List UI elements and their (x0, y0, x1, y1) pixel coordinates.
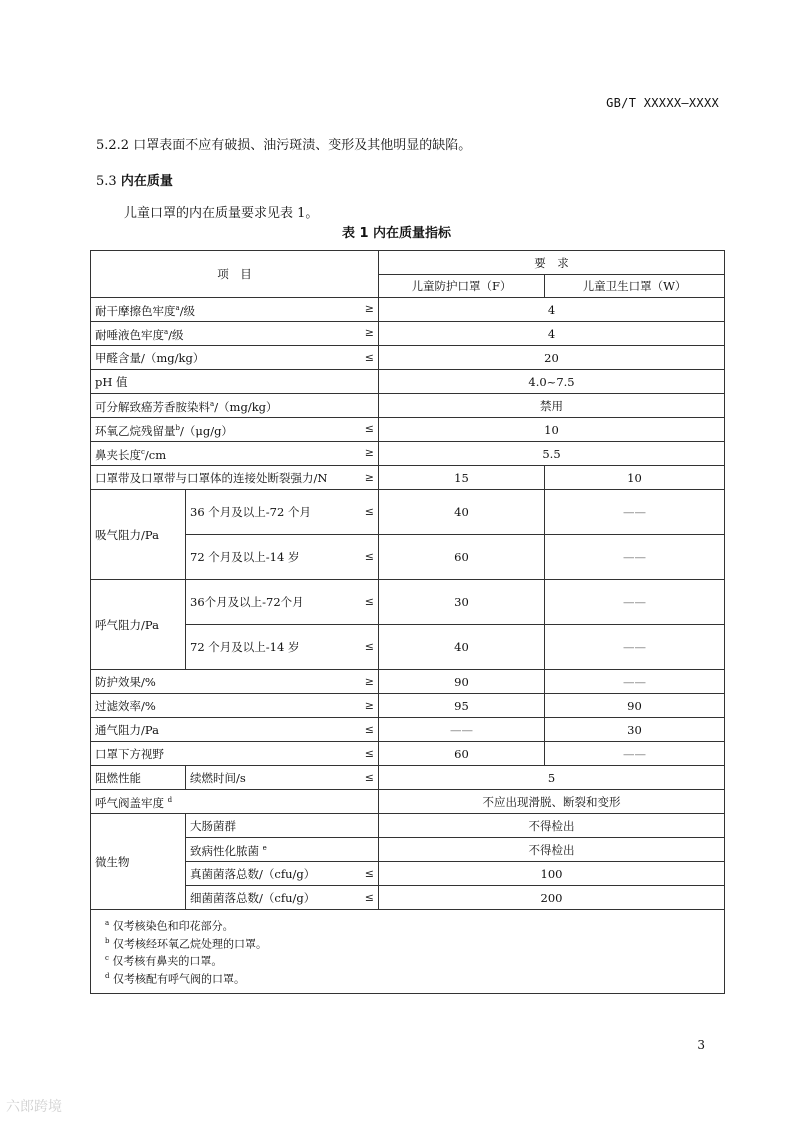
row-label: 微生物 (91, 814, 186, 910)
row-value-f: 40 (379, 490, 545, 535)
row-value-f: 30 (379, 580, 545, 625)
watermark: 六郎跨境 (6, 1099, 62, 1115)
quality-table (90, 250, 725, 994)
ge-symbol: ≥ (364, 674, 374, 688)
dash: —— (545, 490, 725, 535)
clause-text: 口罩表面不应有破损、油污斑渍、变形及其他明显的缺陷。 (133, 138, 472, 153)
dash: —— (545, 742, 725, 766)
section-5-3-heading (96, 170, 173, 189)
header-requirement: 要 求 (379, 251, 725, 275)
clause-5-2-2 (96, 134, 471, 153)
row-label: 吸气阻力/Pa (91, 490, 186, 580)
row-label: 耐干摩擦色牢度$^a$/级 (95, 303, 196, 318)
sub-label: 36个月及以上-72个月 (190, 595, 304, 609)
row-value-f: 40 (379, 625, 545, 670)
row-label: 甲醛含量/（mg/kg） (95, 350, 205, 365)
row-label: 通气阻力/Pa (95, 722, 159, 737)
row-value: 4 (379, 298, 725, 322)
section-title: 内在质量 (120, 174, 173, 189)
footnote: $^b$ 仅考核经环氧乙烷处理的口罩。 (105, 936, 267, 951)
le-symbol: ≤ (364, 890, 374, 904)
table-row (91, 670, 725, 694)
footnote: $^c$ 仅考核有鼻夹的口罩。 (105, 954, 223, 968)
table-row (91, 886, 725, 910)
row-value: 4.0~7.5 (379, 370, 725, 394)
row-value-f: 60 (379, 535, 545, 580)
sub-label: 细菌菌落总数/（cfu/g） (190, 890, 316, 905)
sub-label: 72 个月及以上-14 岁 (190, 640, 300, 654)
header-col-f: 儿童防护口罩（F） (379, 275, 545, 298)
dash: —— (545, 535, 725, 580)
table-footnotes (91, 910, 725, 994)
section-number: 5.3 (96, 174, 117, 189)
row-label: 鼻夹长度$^c$/cm (95, 447, 167, 462)
table-row (91, 466, 725, 490)
row-label: 口罩带及口罩带与口罩体的连接处断裂强力/N (95, 470, 328, 485)
sub-label: 大肠菌群 (186, 814, 379, 838)
row-value-f: 95 (379, 694, 545, 718)
intro-paragraph: 儿童口罩的内在质量要求见表 1。 (124, 206, 319, 221)
dash: —— (545, 625, 725, 670)
row-label: pH 值 (91, 370, 379, 394)
le-symbol: ≤ (364, 422, 374, 436)
ge-symbol: ≥ (364, 698, 374, 712)
dash: —— (545, 670, 725, 694)
le-symbol: ≤ (364, 770, 374, 784)
ge-symbol: ≥ (364, 446, 374, 460)
row-value: 10 (379, 418, 725, 442)
row-label: 呼气阻力/Pa (91, 580, 186, 670)
row-value-f: 15 (379, 466, 545, 490)
page-number: 3 (697, 1038, 705, 1052)
table-row (91, 742, 725, 766)
table-row (91, 790, 725, 814)
table-row (91, 814, 725, 838)
sub-label: 真菌菌落总数/（cfu/g） (190, 866, 316, 881)
row-value: 4 (379, 322, 725, 346)
table-row (91, 442, 725, 466)
table-caption: 表 1 内在质量指标 (341, 226, 452, 241)
clause-number: 5.2.2 (96, 138, 130, 153)
row-label: 环氧乙烷残留量$^b$/（μg/g） (95, 423, 233, 438)
row-value: 5 (379, 766, 725, 790)
row-value-w: 10 (545, 466, 725, 490)
table-row (91, 394, 725, 418)
sub-label: 续燃时间/s (190, 770, 246, 785)
table-row (91, 718, 725, 742)
row-value-w: 90 (545, 694, 725, 718)
sub-label: 72 个月及以上-14 岁 (190, 550, 300, 564)
header-col-w: 儿童卫生口罩（W） (545, 275, 725, 298)
row-value: 禁用 (379, 394, 725, 418)
row-label: 耐唾液色牢度$^a$/级 (95, 327, 184, 342)
table-row (91, 490, 725, 535)
sub-label: 36 个月及以上-72 个月 (190, 505, 311, 519)
row-value: 不得检出 (379, 838, 725, 862)
row-label: 呼气阀盖牢度 $^d$ (91, 790, 379, 814)
table-row (91, 418, 725, 442)
table-row (91, 535, 725, 580)
table-row (91, 766, 725, 790)
le-symbol: ≤ (364, 640, 374, 653)
row-value-f: 60 (379, 742, 545, 766)
le-symbol: ≤ (364, 550, 374, 563)
row-label: 口罩下方视野 (95, 746, 164, 761)
footnote: $^d$ 仅考核配有呼气阀的口罩。 (105, 971, 245, 986)
row-label: 可分解致癌芳香胺染料$^a$/（mg/kg） (91, 394, 379, 418)
table-row (91, 346, 725, 370)
row-value: 5.5 (379, 442, 725, 466)
row-value-w: 30 (545, 718, 725, 742)
row-value: 100 (379, 862, 725, 886)
table-row (91, 862, 725, 886)
row-label: 过滤效率/% (95, 698, 156, 713)
dash: —— (379, 718, 545, 742)
footnote: $^a$ 仅考核染色和印花部分。 (105, 919, 234, 933)
le-symbol: ≤ (364, 350, 374, 364)
table-row (91, 838, 725, 862)
table-row (91, 580, 725, 625)
row-label: 防护效果/% (95, 674, 156, 689)
le-symbol: ≤ (364, 505, 374, 518)
table-row (91, 370, 725, 394)
header-item: 项 目 (91, 251, 379, 298)
le-symbol: ≤ (364, 746, 374, 760)
table-row (91, 625, 725, 670)
row-value: 20 (379, 346, 725, 370)
table-row (91, 298, 725, 322)
ge-symbol: ≥ (364, 302, 374, 316)
row-value: 不得检出 (379, 814, 725, 838)
ge-symbol: ≥ (364, 326, 374, 340)
standard-code: GB/T XXXXX—XXXX (606, 96, 719, 110)
row-value: 200 (379, 886, 725, 910)
le-symbol: ≤ (364, 722, 374, 736)
ge-symbol: ≥ (364, 470, 374, 484)
dash: —— (545, 580, 725, 625)
table-row (91, 694, 725, 718)
sub-label: 致病性化脓菌 $^e$ (186, 838, 379, 862)
row-value-f: 90 (379, 670, 545, 694)
row-value: 不应出现滑脱、断裂和变形 (379, 790, 725, 814)
row-label: 阻燃性能 (91, 766, 186, 790)
le-symbol: ≤ (364, 595, 374, 608)
le-symbol: ≤ (364, 866, 374, 880)
table-row (91, 322, 725, 346)
